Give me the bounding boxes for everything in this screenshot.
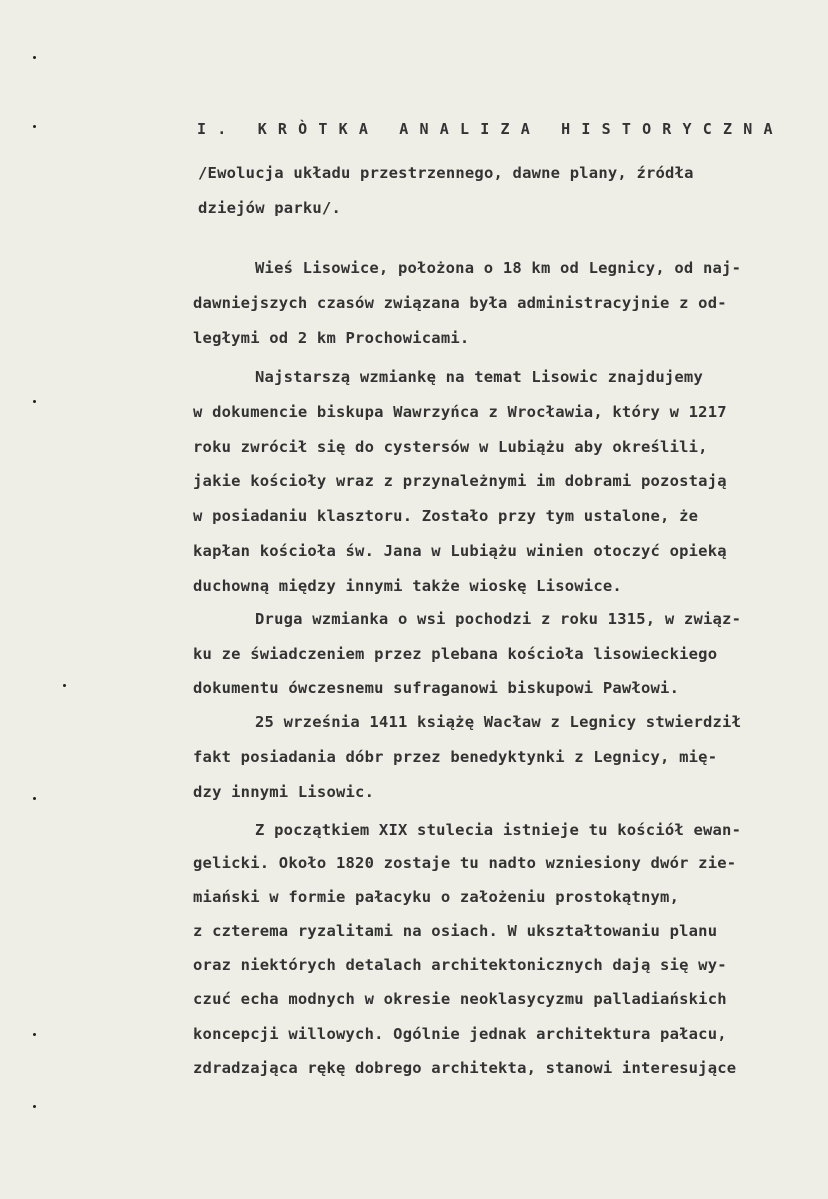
margin-mark (63, 684, 66, 687)
text-line: w posiadaniu klasztoru. Zostało przy tym ustalone, że (193, 507, 699, 525)
text-line: dawniejszych czasów związana była administracyjnie z od- (193, 294, 727, 312)
text-line: z czterema ryzalitami na osiach. W ukształtowaniu planu (193, 922, 718, 940)
margin-mark (33, 125, 36, 128)
text-line: gelicki. Około 1820 zostaje tu nadto wzniesiony dwór zie- (193, 854, 737, 872)
section-heading: I. KRÒTKA ANALIZA HISTORYCZNA (197, 120, 784, 138)
text-line: kapłan kościoła św. Jana w Lubiążu winien otoczyć opieką (193, 542, 727, 560)
text-line: dokumentu ówczesnemu sufraganowi biskupowi Pawłowi. (193, 679, 680, 697)
text-line: miański w formie pałacyku o założeniu prostokątnym, (193, 888, 680, 906)
text-line: Wieś Lisowice, położona o 18 km od Legnicy, od naj- (255, 259, 742, 277)
text-line: zdradzająca rękę dobrego architekta, stanowi interesujące (193, 1059, 737, 1077)
text-line: jakie kościoły wraz z przynależnymi im dobrami pozostają (193, 472, 727, 490)
margin-mark (33, 1033, 36, 1036)
text-line: w dokumencie biskupa Wawrzyńca z Wrocławia, który w 1217 (193, 403, 727, 421)
text-line: fakt posiadania dóbr przez benedyktynki z Legnicy, mię- (193, 748, 718, 766)
text-line: Druga wzmianka o wsi pochodzi z roku 1315, w związ- (255, 610, 742, 628)
text-line: oraz niektórych detalach architektonicznych dają się wy- (193, 956, 727, 974)
text-line: 25 września 1411 książę Wacław z Legnicy stwierdził (255, 713, 742, 731)
text-line: koncepcji willowych. Ogólnie jednak architektura pałacu, (193, 1025, 727, 1043)
text-line: Z początkiem XIX stulecia istnieje tu kościół ewan- (255, 821, 742, 839)
text-line: duchowną między innymi także wioskę Lisowice. (193, 577, 622, 595)
text-line: roku zwrócił się do cystersów w Lubiążu aby określili, (193, 438, 708, 456)
text-line: ku ze świadczeniem przez plebana kościoła lisowieckiego (193, 645, 718, 663)
margin-mark (33, 1105, 36, 1108)
text-line: dzy innymi Lisowic. (193, 783, 375, 801)
margin-mark (33, 400, 36, 403)
margin-mark (33, 797, 36, 800)
text-line: czuć echa modnych w okresie neoklasycyzmu palladiańskich (193, 990, 727, 1008)
subheading-line: /Ewolucja układu przestrzennego, dawne plany, źródła (198, 164, 694, 182)
text-line: Najstarszą wzmiankę na temat Lisowic znajdujemy (255, 368, 703, 386)
subheading-line: dziejów parku/. (198, 199, 341, 217)
margin-mark (33, 56, 36, 59)
text-line: ległymi od 2 km Prochowicami. (193, 329, 470, 347)
